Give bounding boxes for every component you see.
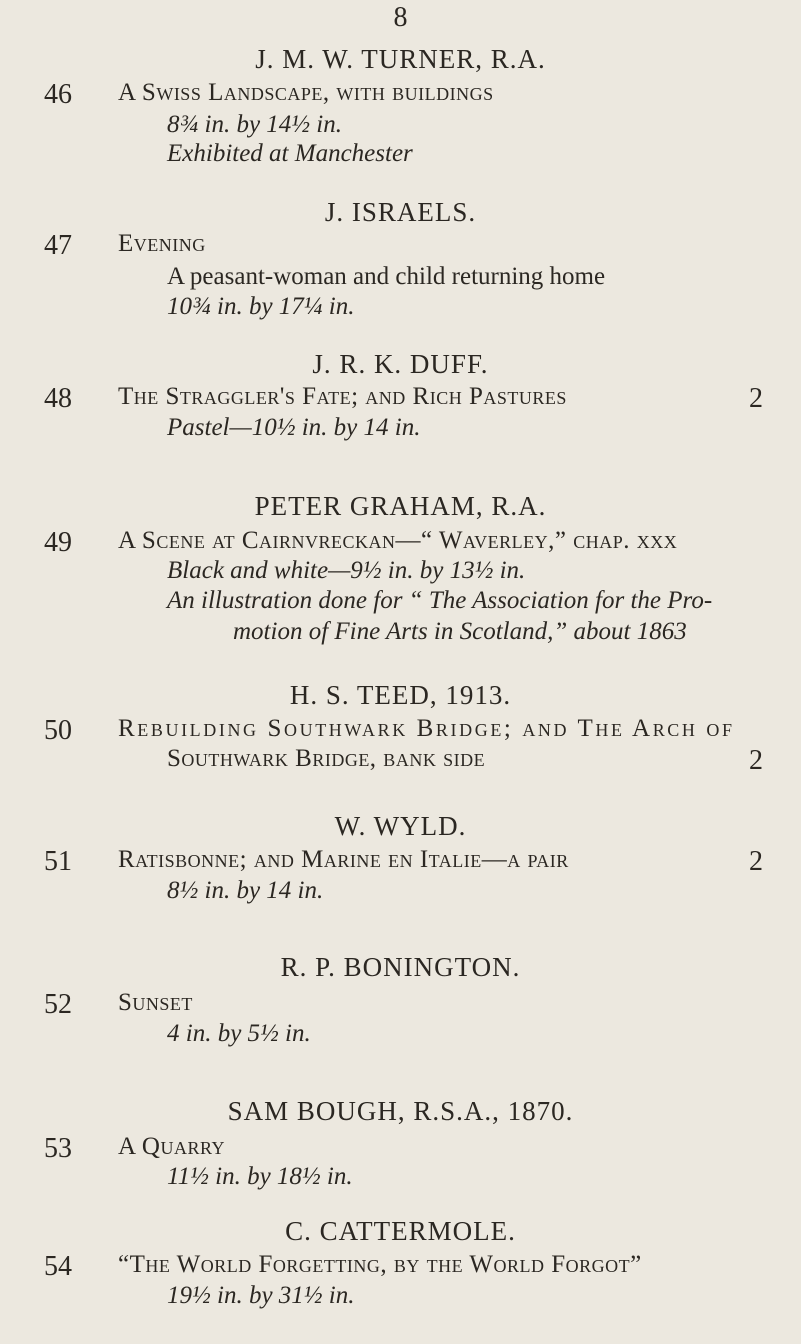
lot-number: 50 [44, 715, 72, 747]
lot-quantity: 2 [749, 846, 763, 878]
lot-number: 49 [44, 527, 72, 558]
lot-note-continued: motion of Fine Arts in Scotland,” about 1863 [233, 617, 687, 645]
lot-title: Evening [118, 230, 206, 258]
lot-title: A Quarry [118, 1132, 225, 1160]
artist-name: J. R. K. DUFF. [312, 349, 489, 379]
artist-name: J. M. W. TURNER, R.A. [255, 44, 546, 74]
lot-title: A Swiss Landscape, with buildings [118, 79, 494, 107]
page-number: 8 [393, 2, 408, 33]
lot-dimensions: Pastel—10½ in. by 14 in. [167, 413, 421, 441]
lot-dimensions: Black and white—9½ in. by 13½ in. [167, 556, 526, 584]
lot-dimensions: 4 in. by 5½ in. [167, 1020, 311, 1048]
lot-dimensions: 11½ in. by 18½ in. [167, 1162, 353, 1190]
artist-name: PETER GRAHAM, R.A. [254, 491, 547, 521]
lot-dimensions: 10¾ in. by 17¼ in. [167, 293, 355, 321]
artist-name: H. S. TEED, 1913. [289, 680, 512, 710]
lot-note: An illustration done for “ The Association for the Pro- [167, 587, 713, 615]
lot-title: Rebuilding Southwark Bridge; and The Arch of [118, 715, 735, 743]
lot-title: The Straggler's Fate; and Rich Pastures [118, 383, 567, 411]
lot-quantity: 2 [749, 383, 763, 415]
lot-dimensions: 8½ in. by 14 in. [167, 876, 324, 904]
lot-note: Exhibited at Manchester [167, 140, 413, 168]
artist-name: J. ISRAELS. [324, 197, 477, 227]
lot-number: 53 [44, 1132, 72, 1164]
lot-quantity: 2 [749, 744, 763, 776]
lot-number: 46 [44, 79, 72, 111]
lot-title: A Scene at Cairnvreckan—“ Waverley,” chap. xxx [118, 527, 678, 554]
lot-number: 51 [44, 846, 72, 878]
artist-name: W. WYLD. [334, 811, 467, 841]
lot-subtitle: A peasant-woman and child returning home [167, 262, 606, 290]
lot-number: 47 [44, 230, 72, 262]
artist-name: R. P. BONINGTON. [280, 952, 521, 982]
artist-name: SAM BOUGH, R.S.A., 1870. [227, 1096, 574, 1126]
lot-subtitle: Southwark Bridge, bank side [167, 744, 486, 772]
lot-title: Ratisbonne; and Marine en Italie—a pair [118, 846, 569, 874]
artist-name: C. CATTERMOLE. [285, 1216, 516, 1246]
lot-dimensions: 8¾ in. by 14½ in. [167, 110, 342, 138]
lot-title: Sunset [118, 988, 193, 1016]
lot-dimensions: 19½ in. by 31½ in. [167, 1281, 355, 1309]
lot-number: 54 [44, 1251, 72, 1283]
lot-title: “The World Forgetting, by the World Forgot” [118, 1251, 642, 1279]
lot-number: 52 [44, 988, 72, 1020]
lot-number: 48 [44, 383, 72, 415]
